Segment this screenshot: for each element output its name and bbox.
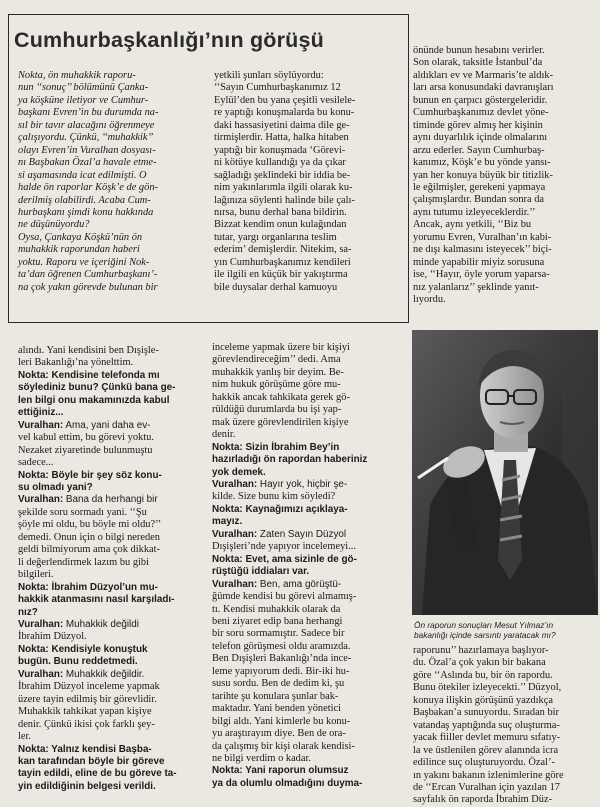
text-line: tayin edildi, eline de bu göreve ta- [18,768,177,780]
text-line: Vuralhan: Zaten Sayın Düzyol [212,528,347,540]
text-line: Nokta: İbrahim Düzyol’un mu- [18,581,158,593]
text-line: yorumu Evren, Vuralhan’ın kabi- [413,231,552,243]
text-line: ile ilgili en küçük bir yakıştırma [214,269,348,281]
text-line: Vuralhan: Bana da herhangi bir [18,494,158,506]
text-line: lıyordu. [413,294,446,306]
text-line: tirmişlerdir. Hatta, halka hitaben [214,132,349,144]
text-line: kanımız, Köşk’e bu yönde yansı- [413,157,551,169]
text-line: nız yalanlarız’’ şeklinde yanıt- [413,281,539,293]
sidebar-column-1 [18,70,208,320]
text-line: daki hassasiyetini daima dile ge- [214,119,350,131]
text-line: hazırladığı ön rapordan haberiniz [212,454,368,466]
text-line: kilde. Size bunu kim söyledi? [212,491,336,503]
text-line: Vuralhan: Hayır yok, hiçbir şe- [212,478,348,490]
text-line: beni ziyaret edip bana herhangi [212,615,343,627]
text-line: lağınıza söylenti halinde bile çalı- [214,194,355,206]
text-line: muhakkik raporundan haberi [18,244,140,256]
text-line: susu sordu. Ben de dedim ki, şu [212,678,345,690]
text-line: ya köşküne iletiyor ve Cumhur- [18,94,149,106]
text-line: tarihte şu konulara şunlar bak- [212,690,339,702]
text-line: aynı tutumu izleyeceklerdir.’’ [413,206,536,218]
text-line: ğümde kendisi bu görevi almamış- [212,591,357,603]
text-line: konuya ilişkin görüşünü yazdıkça [413,694,553,706]
text-line: ederim’ demişlerdir. Nitekim, sa- [214,244,352,256]
text-line: demedi. Onun için o bilgi nereden [18,531,160,543]
text-line: raporunu’’ hazırlamaya başlıyor- [413,645,549,656]
text-line: Muhakkik tahkikat yapan kişiye [18,706,152,718]
text-line: hurbaşkanı şimdi konu hakkında [18,206,154,218]
text-line: aldıkları ev ve Marmaris’te aldık- [413,69,554,81]
text-line: sadece... [18,457,54,469]
text-line: İbrahim Düzyol. [18,631,87,643]
text-line: na çok yakın görevde bulunan bir [18,281,158,293]
text-line: timinde görev almış her kişinin [413,119,543,131]
text-line: sıl bir tavır alacağını öğrenmeye [18,119,155,131]
text-line: leri Bakanlığı’na yönelttim. [18,357,134,369]
text-line: Nokta: Sizin İbrahim Bey’in [212,441,340,453]
text-line: hakkik ancak tahkikata gerek gö- [212,391,350,403]
text-line: Eylül’den bu yana çeşitli vesilele- [214,94,356,106]
text-line: çalışıyordu. Çünkü, ‘‘muhakkik’’ [18,132,154,144]
text-line: ne dışı kalmasını isteyecek’’ biçi- [413,244,552,256]
text-line: Nokta: Böyle bir şey söz konu- [18,469,162,481]
text-line: derilmiş olabilirdi. Acaba Cum- [18,194,151,206]
text-line: minde yapabilir miyiz sorusuna [413,256,545,268]
portrait-photo [412,330,598,615]
text-line: Nokta: Yalnız kendisi Başba- [18,743,152,755]
text-line: le eğilmişler, gerekeni yapmaya [413,181,546,193]
text-line: re yaptığı konuşmalarda bu konu- [214,107,355,119]
text-line: Ben Dışişleri Bakanlığı’nda ince- [212,653,352,665]
text-line: edilince suç oluşturuyordu. Özal’- [413,757,555,769]
text-line: vatandaş yaptığında suç oluşturma- [413,719,560,731]
text-line: şekilde soru sormadı yani. ‘‘Şu [18,506,147,518]
text-line: Vuralhan: Ben, ama görüştü- [212,578,342,590]
text-line: sağladığı şeklindeki bir iddia be- [214,169,351,181]
text-line: İbrahim Düzyol inceleme yapmak [18,681,160,693]
text-line: rüldüğü durumlarda bu işi yap- [212,404,342,416]
text-line: denir. Çünkü ikisi çok farklı şey- [18,718,155,730]
portrait-photo-image [412,330,598,615]
text-line: vel kabul ettim, bu görevi yoktu. [18,432,154,444]
text-line: başkanı Evren’in bu durumda na- [18,107,159,119]
text-line: Bizzat kendim onun kulağından [214,219,347,231]
text-line: bugün. Bunu reddetmedi. [18,656,138,668]
text-line: mayız. [212,516,243,528]
text-line: su olmadı yani? [18,481,93,493]
text-line: ni kötüye kullandığı ya da çıkar [214,157,346,169]
text-line: Vuralhan: Muhakkik değildi [18,618,139,630]
text-line: sayfalık ön raporda İbrahim Düz- [413,794,553,806]
text-line: muhakkik yanlış bir deyim. Be- [212,366,344,378]
text-line: yok demek. [212,466,266,478]
text-line: göre ‘‘Aslında bu, bir ön rapordu. [413,669,553,681]
text-line: Nokta: Yani raporun olumsuz [212,765,349,777]
text-line: da çalışmış bir kişi olarak kendisi- [212,740,355,752]
text-line: mak üzere görevlendirilen kişiye [212,416,349,428]
text-line: yan her konuya büyük bir titizlik- [413,169,553,181]
text-line: şöyle mi oldu, bu böyle mi oldu?’’ [18,519,162,531]
interview-column-1 [18,345,206,799]
text-line: li değerlendirmek lazım bu gibi [18,556,149,568]
text-line: Vuralhan: Ama, yani daha ev- [18,419,151,431]
text-line: yin edildiğinin belgesi verildi. [18,780,156,792]
text-line: bir soru sormamıştır. Sadece bir [212,628,345,640]
text-line: Nokta: Kendisine telefonda mı [18,369,160,381]
caption-line: Ön raporun sonuçları Mesut Yılmaz’ın [414,620,554,630]
text-line: bile duysalar derhal kamuoyu [214,281,338,293]
text-line: Nokta: Evet, ama sizinle de gö- [212,553,357,565]
text-line: de ‘‘Ercan Vuralhan için yazılan 17 [413,781,560,793]
text-line: aynı duyarlılık içinde olmalarını [413,132,548,144]
text-line: tı. Kendisi muhakkik olarak da [212,603,341,615]
text-line: nim yakınlarımla ilgili olarak ku- [214,182,353,194]
text-line: Dışişleri’nde yapıyor incelemeyi... [212,541,356,553]
interview-column-2 [212,342,407,799]
text-line: Başbakan’a sunuyordu. Sıradan bir [413,707,560,719]
text-line: çalışmışlardır. Bundan sonra da [413,194,545,206]
text-line: bilgileri. [18,569,54,581]
text-line: leme yapıyorum dedi. Bir-iki hu- [212,665,350,677]
text-line: nı Başbakan Özal’a havale etme- [18,157,157,169]
text-line: alındı. Yani kendisini ben Dışişle- [18,345,159,356]
text-line: bilgi aldı. Yani kimlerle bu konu- [212,715,351,727]
text-line: önünde bunun hesabını verirler. [413,45,545,56]
text-line: ler. [18,731,31,743]
text-line: Bunu ötekiler izleyecekti.’’ Düzyol, [413,682,562,694]
text-line: nırsa, bunu derhal bana bildirin. [214,206,347,218]
text-line: maktadır. Yani benden yönetici [212,703,341,715]
text-line: yaptığı bir konuşmada ‘Görevi- [214,144,346,156]
text-line: ise, ‘‘Hayır, öyle yorum yaparsa- [413,269,550,281]
text-line: la ve üstlenilen görev alanında icra [413,744,559,756]
text-line: inceleme yapmak üzere bir kişiyi [212,342,350,353]
text-line: du. Özal’a çok yakın bir bakana [413,657,546,669]
text-line: yacak fiiller devlet memuru sıfatıy- [413,732,561,744]
text-line: kan tarafından böyle bir göreve [18,755,165,767]
text-line: Nokta, ön muhakkik raporu- [18,70,136,81]
caption-line: bakanlığı içinde sarsıntı yaratacak mı? [414,630,556,640]
text-line: ‘‘Sayın Cumhurbaşkanımız 12 [214,82,341,94]
text-line: üzere tayin edilmiş bir görevlidir. [18,693,157,705]
text-line: ta’dan öğrenen Cumhurbaşkanı’- [18,269,158,281]
text-line: ne bilgi verdim o kadar. [212,752,311,764]
text-line: nun ‘‘sonuç’’ bölümünü Çanka- [18,82,149,94]
sidebar-column-2 [214,70,404,320]
interview-column-3 [413,645,599,806]
text-line: ettiğiniz... [18,407,64,419]
text-line: len bilgi onu makamınızda kabul [18,394,170,406]
text-line: nim hukuk görüşüme göre mu- [212,379,341,391]
text-line: yetkili şunları söylüyordu: [214,70,324,81]
text-line: söylediniz bunu? Çünkü bana ge- [18,382,176,394]
text-line: telefon görüşmesi oldu aramızda. [212,640,351,652]
text-line: yu araştırayım diye. Ben de ora- [212,728,346,740]
text-line: Nokta: Kendisiyle konuştuk [18,643,148,655]
text-line: halde ön raporlar Köşk’e de gön- [18,182,158,194]
text-line: geldi bilmiyorum ama çok dikkat- [18,544,160,556]
text-line: Nokta: Kaynağımızı açıklaya- [212,503,348,515]
sidebar-column-3 [413,45,599,335]
text-line: ları arsa konusundaki davranışları [413,82,554,94]
text-line: ın yakını bakanın izlenimlerine göre [413,769,564,781]
text-line: denir. [212,429,236,441]
text-line: Son olarak, taksitle İstanbul’da [413,57,543,69]
text-line: arzu ederler. Sayın Cumhurbaş- [413,144,545,156]
text-line: Oysa, Çankaya Köşkü’nün ön [18,231,143,243]
text-line: Ancak, aynı yetkili, ‘‘Biz bu [413,219,532,231]
text-line: yoktu. Raporu ve içeriğini Nok- [18,256,150,268]
text-line: hakkik atanmasını nasıl karşıladı- [18,594,175,606]
text-line: Cumhurbaşkanımız devlet yöne- [413,107,549,119]
text-line: si aşamasında icat edilmişti. O [18,169,147,181]
text-line: olayı Evren’in Vuralhan dosyası- [18,144,156,156]
page-title: Cumhurbaşkanlığı’nın görüşü [14,28,325,52]
text-line: görevlendireceğim’’ dedi. Ama [212,354,341,366]
text-line: Vuralhan: Muhakkik değildir. [18,668,145,680]
text-line: nız? [18,606,38,618]
photo-caption [414,620,598,640]
text-line: bunun en çarpıcı göstergeleridir. [413,94,548,106]
text-line: tutar, yargı organlarına teslim [214,231,337,243]
text-line: yın Cumhurbaşkanımız kendileri [214,256,351,268]
text-line: rüştüğü iddiaları var. [212,566,310,578]
text-line: ne düşünüyordu? [18,219,90,231]
text-line: Nezaket ziyaretinde bulunmuştu [18,444,153,456]
text-line: ya da olumlu olmadığını duyma- [212,777,363,789]
